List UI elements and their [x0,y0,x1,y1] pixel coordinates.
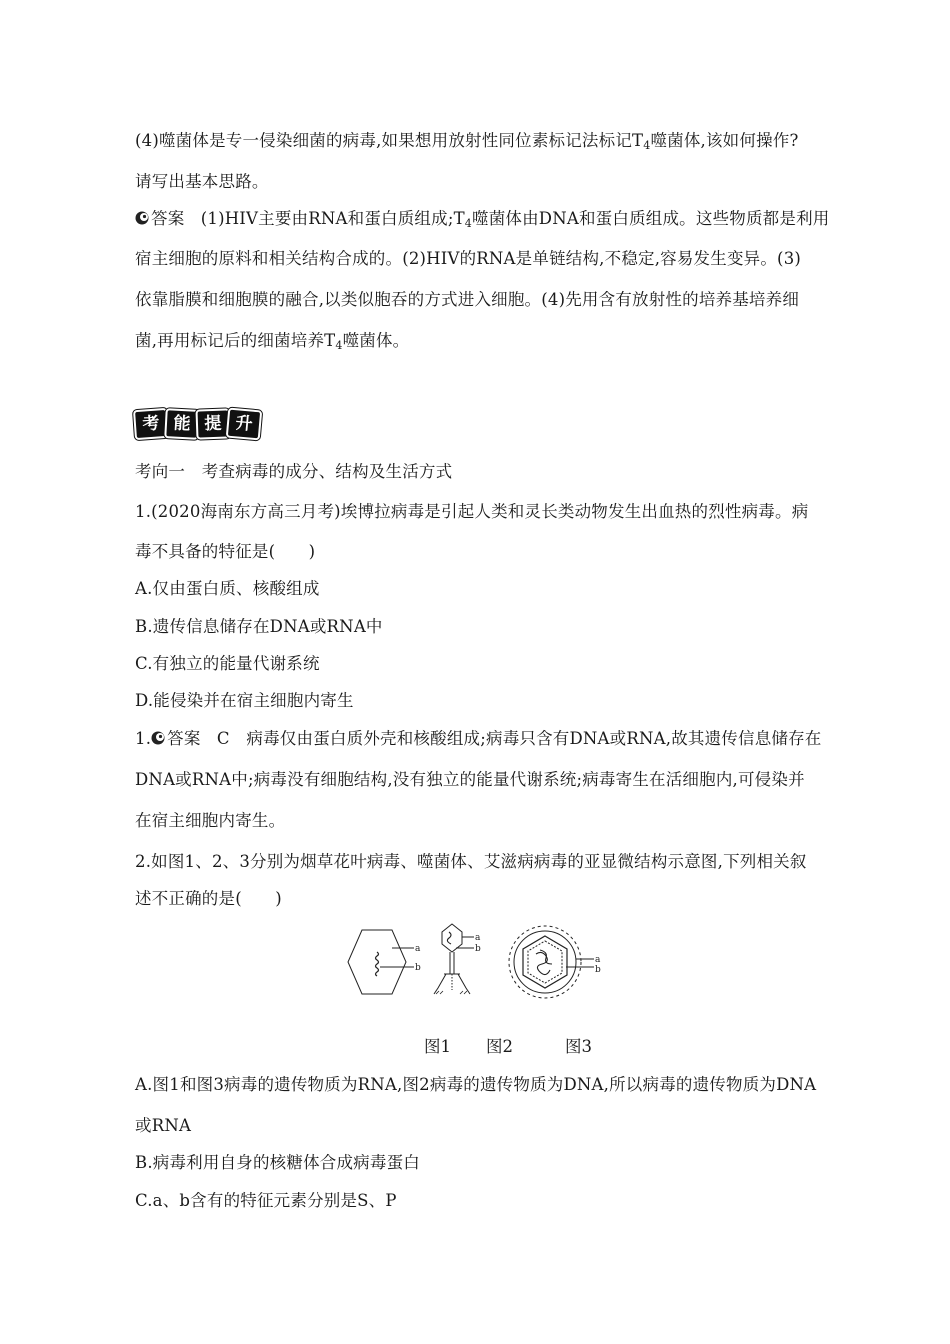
fig2-label-b: b [475,944,481,954]
fig3-label-b: b [595,965,601,975]
q1-stem-2: 毒不具备的特征是( ) [135,542,316,561]
q1-option-a: A.仅由蛋白质、核酸组成 [135,579,320,598]
caption-figure-3: 图3 [565,1037,592,1056]
q1-answer-line-2: DNA或RNA中;病毒没有细胞结构,没有独立的能量代谢系统;病毒寄生在活细胞内,可侵染并 [135,770,805,789]
caption-figure-2: 图2 [486,1037,513,1056]
answer-icon [135,211,149,225]
badge-char-1: 考 [133,408,169,440]
answer-icon [151,731,165,745]
fig1-label-b: b [415,963,421,973]
badge-char-2: 能 [164,408,200,440]
q1-option-d: D.能侵染并在宿主细胞内寄生 [135,691,354,710]
badge-char-3: 提 [195,408,230,439]
q2-option-a-line-1: A.图1和图3病毒的遗传物质为RNA,图2病毒的遗传物质为DNA,所以病毒的遗传物质为DNA [135,1075,817,1094]
section-badge [134,409,258,435]
q2-stem-1: 2.如图1、2、3分别为烟草花叶病毒、噬菌体、艾滋病病毒的亚显微结构示意图,下列相关叙 [135,852,807,871]
figure-3-hiv [509,926,594,998]
q4-line-1: (4)噬菌体是专一侵染细菌的病毒,如果想用放射性同位素标记法标记$T_4$噬菌体,该如何操作? [135,131,799,152]
q4-line-2: 请写出基本思路。 [135,172,269,191]
fig2-label-a: a [475,933,481,943]
answer-line-1: 答案 (1)HIV主要由RNA和蛋白质组成$;T_4$噬菌体由DNA和蛋白质组成。这些物质都是利用 [135,208,829,235]
q1-answer-line-1: 1. 答案 C 病毒仅由蛋白质外壳和核酸组成;病毒只含有DNA或RNA,故其遗传信息储存在 [135,729,822,748]
q2-option-a-line-2: 或RNA [135,1116,192,1135]
badge-char-4: 升 [226,408,262,441]
q2-option-b: B.病毒利用自身的核糖体合成病毒蛋白 [135,1153,420,1172]
figure-1-tobacco-mosaic-virus [348,930,414,994]
q1-stem-1: 1.(2020海南东方高三月考)埃博拉病毒是引起人类和灵长类动物发生出血热的烈性病毒。病 [135,502,809,521]
fig1-label-a: a [415,944,421,954]
q1-option-b: B.遗传信息储存在DNA或RNA中 [135,617,383,636]
figure-2-bacteriophage [434,924,474,994]
q1-answer-line-3: 在宿主细胞内寄生。 [135,811,286,830]
answer-line-3: 依靠脂膜和细胞膜的融合,以类似胞吞的方式进入细胞。(4)先用含有放射性的培养基培养细 [135,290,800,309]
fig3-label-a: a [595,955,601,965]
virus-figure [340,922,620,1002]
q2-option-c: C.a、b含有的特征元素分别是S、P [135,1191,397,1210]
q2-stem-2: 述不正确的是( ) [135,889,282,908]
answer-line-4: 菌,再用标记后的细菌培养$T_4$噬菌体。 [135,331,410,352]
q1-option-c: C.有独立的能量代谢系统 [135,654,320,673]
direction-heading: 考向一 考查病毒的成分、结构及生活方式 [135,462,453,481]
caption-figure-1: 图1 [424,1037,451,1056]
answer-line-2: 宿主细胞的原料和相关结构合成的。(2)HIV的RNA是单链结构,不稳定,容易发生变异。(3) [135,249,802,268]
